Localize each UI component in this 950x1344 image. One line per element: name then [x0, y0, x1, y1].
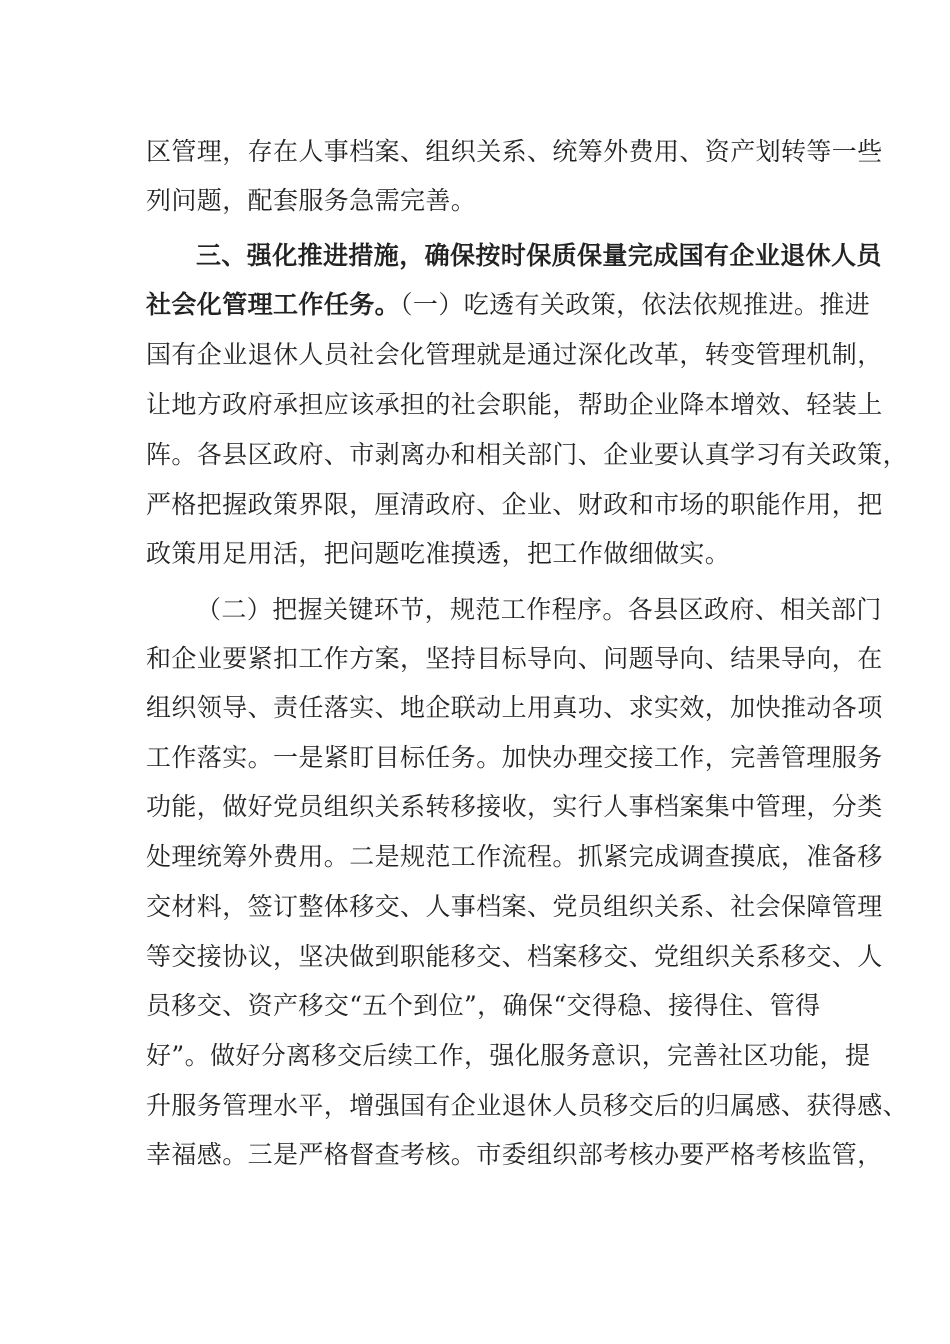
- paragraph-2-line-2: 让地方政府承担应该承担的社会职能，帮助企业降本增效、轻装上: [146, 390, 883, 419]
- paragraph-1-line-1: 区管理，存在人事档案、组织关系、统筹外费用、资产划转等一些: [146, 137, 883, 166]
- paragraph-2-line-5: 政策用足用活，把问题吃准摸透，把工作做细做实。: [146, 539, 731, 568]
- section-heading-line-2: [146, 290, 871, 320]
- paragraph-2-line-3: 阵。各县区政府、市剥离办和相关部门、企业要认真学习有关政策，: [146, 440, 909, 469]
- paragraph-3-line-3: 组织领导、责任落实、地企联动上用真功、求实效，加快推动各项: [146, 693, 883, 722]
- section-heading-line-1: 三、强化推进措施，确保按时保质保量完成国有企业退休人员: [196, 241, 882, 270]
- paragraph-3-line-1: （二）把握关键环节，规范工作程序。各县区政府、相关部门: [196, 595, 882, 624]
- paragraph-3-line-6: 处理统筹外费用。二是规范工作流程。抓紧完成调查摸底，准备移: [146, 842, 883, 871]
- paragraph-2-line-4: 严格把握政策界限，厘清政府、企业、财政和市场的职能作用，把: [146, 490, 883, 519]
- paragraph-3-line-11: 升服务管理水平，增强国有企业退休人员移交后的归属感、获得感、: [146, 1091, 909, 1120]
- paragraph-2-line-1: 国有企业退休人员社会化管理就是通过深化改革，转变管理机制，: [146, 340, 883, 369]
- paragraph-3-line-9: 员移交、资产移交“五个到位”，确保“交得稳、接得住、管得: [146, 991, 821, 1020]
- paragraph-3-line-2: 和企业要紧扣工作方案，坚持目标导向、问题导向、结果导向，在: [146, 644, 883, 673]
- paragraph-3-line-7: 交材料，签订整体移交、人事档案、党员组织关系、社会保障管理: [146, 892, 883, 921]
- paragraph-3-line-4: 工作落实。一是紧盯目标任务。加快办理交接工作，完善管理服务: [146, 743, 883, 772]
- section-heading-bold-text: 社会化管理工作任务。: [146, 290, 401, 319]
- paragraph-3-line-5: 功能，做好党员组织关系转移接收，实行人事档案集中管理，分类: [146, 792, 883, 821]
- section-heading-rest-text: （一）吃透有关政策，依法依规推进。推进: [400, 290, 871, 319]
- paragraph-1-line-2: 列问题，配套服务急需完善。: [146, 186, 477, 215]
- paragraph-3-line-8: 等交接协议，坚决做到职能移交、档案移交、党组织关系移交、人: [146, 942, 883, 971]
- paragraph-3-line-10: 好”。做好分离移交后续工作，强化服务意识，完善社区功能，提: [146, 1041, 871, 1070]
- paragraph-3-line-12: 幸福感。三是严格督查考核。市委组织部考核办要严格考核监管，: [146, 1140, 883, 1169]
